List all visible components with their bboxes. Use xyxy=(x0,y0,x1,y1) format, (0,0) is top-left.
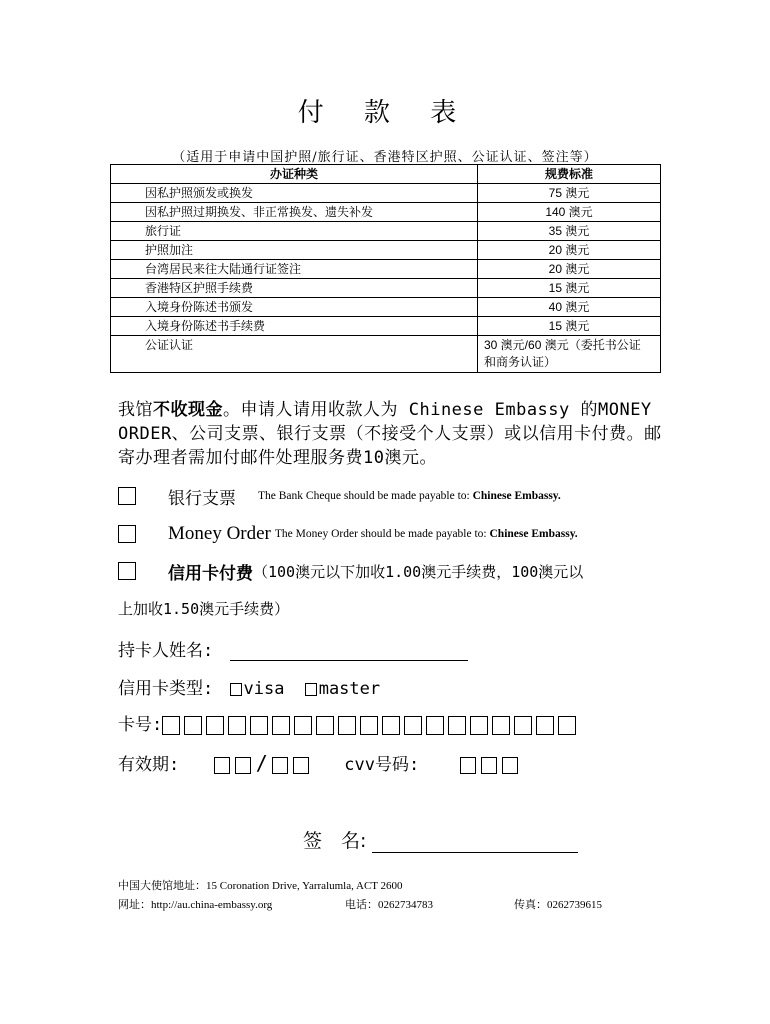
service-fee xyxy=(478,336,661,373)
service-name: 公证认证 xyxy=(111,336,478,373)
column-header-fee: 规费标准 xyxy=(478,165,661,184)
card-digit-box[interactable] xyxy=(470,716,488,735)
table-row xyxy=(111,241,661,260)
card-digit-box[interactable] xyxy=(250,716,268,735)
payment-notice xyxy=(118,398,678,470)
option-money-order[interactable] xyxy=(118,521,578,547)
card-digit-box[interactable] xyxy=(492,716,510,735)
cvv-box[interactable] xyxy=(481,757,497,774)
card-digit-box[interactable] xyxy=(382,716,400,735)
cvv-label: cvv号码: xyxy=(344,755,420,775)
visa-label: visa xyxy=(243,679,285,699)
card-digit-box[interactable] xyxy=(162,716,180,735)
cvv-box[interactable] xyxy=(460,757,476,774)
fee-table xyxy=(110,164,661,373)
option-credit-card[interactable] xyxy=(118,558,583,584)
table-row xyxy=(111,298,661,317)
card-digit-box[interactable] xyxy=(426,716,444,735)
card-digit-box[interactable] xyxy=(294,716,312,735)
table-row xyxy=(111,184,661,203)
master-checkbox[interactable] xyxy=(305,683,317,696)
bank-cheque-note-text: The Bank Cheque should be made payable to: xyxy=(258,490,473,502)
service-name: 香港特区护照手续费 xyxy=(111,279,478,298)
card-number-boxes[interactable] xyxy=(162,715,580,735)
expiry-year-box[interactable] xyxy=(293,757,309,774)
expiry-separator: / xyxy=(255,751,268,775)
table-row xyxy=(111,279,661,298)
signature-field[interactable] xyxy=(372,830,578,853)
card-digit-box[interactable] xyxy=(228,716,246,735)
no-cash-emphasis: 不收现金 xyxy=(153,400,223,420)
money-order-payee: Chinese Embassy. xyxy=(489,528,578,540)
money-order-note xyxy=(275,528,578,540)
card-digit-box[interactable] xyxy=(316,716,334,735)
card-digit-box[interactable] xyxy=(536,716,554,735)
card-digit-box[interactable] xyxy=(514,716,532,735)
money-order-label: Money Order xyxy=(168,523,271,544)
service-name: 入境身份陈述书手续费 xyxy=(111,317,478,336)
fee-line-1: 30 澳元/60 澳元（委托书公证 xyxy=(484,338,641,352)
visa-checkbox[interactable] xyxy=(230,683,242,696)
notice-text-rest: 。申请人请用收款人为 Chinese Embassy 的MONEY ORDER、公司支票、银行支票（不接受个人支票）或以信用卡付费。邮寄办理者需加付邮件处理服务费10澳元。 xyxy=(118,400,662,468)
service-name: 台湾居民来往大陆通行证签注 xyxy=(111,260,478,279)
table-row xyxy=(111,260,661,279)
signature-label: 签 名: xyxy=(303,830,367,852)
credit-card-label: 信用卡付费 xyxy=(168,563,253,584)
cvv-box[interactable] xyxy=(502,757,518,774)
bank-cheque-payee: Chinese Embassy. xyxy=(472,490,561,502)
table-row xyxy=(111,336,661,373)
service-name: 因私护照过期换发、非正常换发、遗失补发 xyxy=(111,203,478,222)
card-digit-box[interactable] xyxy=(338,716,356,735)
cardholder-label: 持卡人姓名: xyxy=(118,641,214,661)
bank-cheque-checkbox[interactable] xyxy=(118,487,136,505)
service-fee: 20 澳元 xyxy=(478,241,661,260)
expiry-label: 有效期: xyxy=(118,755,180,775)
card-number-label: 卡号: xyxy=(118,715,163,735)
card-digit-box[interactable] xyxy=(206,716,224,735)
fee-table-header xyxy=(111,165,661,184)
service-name: 入境身份陈述书颁发 xyxy=(111,298,478,317)
embassy-phone: 电话：0262734783 xyxy=(345,899,433,911)
fee-line-2: 和商务认证） xyxy=(484,355,557,369)
money-order-checkbox[interactable] xyxy=(118,525,136,543)
card-number-row xyxy=(118,710,580,735)
signature-row xyxy=(303,826,578,853)
cardholder-row xyxy=(118,636,468,661)
service-fee: 140 澳元 xyxy=(478,203,661,222)
card-digit-box[interactable] xyxy=(360,716,378,735)
service-fee: 15 澳元 xyxy=(478,279,661,298)
option-bank-cheque[interactable] xyxy=(118,483,561,509)
column-header-service: 办证种类 xyxy=(111,165,478,184)
table-row xyxy=(111,317,661,336)
card-type-row xyxy=(118,674,380,699)
card-digit-box[interactable] xyxy=(558,716,576,735)
credit-card-surcharge-note: （100澳元以下加收1.00澳元手续费，100澳元以 xyxy=(253,562,584,581)
money-order-note-text: The Money Order should be made payable to: xyxy=(274,528,490,540)
card-digit-box[interactable] xyxy=(404,716,422,735)
page-title: 付 款 表 xyxy=(297,98,473,128)
service-name: 旅行证 xyxy=(111,222,478,241)
card-digit-box[interactable] xyxy=(448,716,466,735)
table-row xyxy=(111,203,661,222)
expiry-row xyxy=(118,750,523,775)
embassy-website: 网址：http://au.china-embassy.org xyxy=(118,899,273,911)
cardholder-name-field[interactable] xyxy=(230,640,468,661)
credit-card-surcharge-note-cont: 上加收1.50澳元手续费） xyxy=(118,600,290,618)
embassy-address: 中国大使馆地址：15 Coronation Drive, Yarralumla, ACT 2600 xyxy=(118,880,403,892)
card-digit-box[interactable] xyxy=(184,716,202,735)
embassy-fax: 传真：0262739615 xyxy=(514,899,602,911)
expiry-month-box[interactable] xyxy=(214,757,230,774)
bank-cheque-note xyxy=(258,490,561,502)
page-subtitle: （适用于申请中国护照/旅行证、香港特区护照、公证认证、签注等） xyxy=(172,150,598,165)
service-name: 因私护照颁发或换发 xyxy=(111,184,478,203)
service-name: 护照加注 xyxy=(111,241,478,260)
expiry-year-box[interactable] xyxy=(272,757,288,774)
credit-card-checkbox[interactable] xyxy=(118,562,136,580)
card-type-label: 信用卡类型: xyxy=(118,679,214,699)
service-fee: 35 澳元 xyxy=(478,222,661,241)
master-label: master xyxy=(318,679,381,699)
service-fee: 75 澳元 xyxy=(478,184,661,203)
expiry-month-box[interactable] xyxy=(235,757,251,774)
notice-text-start: 我馆 xyxy=(118,400,153,420)
card-digit-box[interactable] xyxy=(272,716,290,735)
bank-cheque-label: 银行支票 xyxy=(168,488,236,509)
service-fee: 20 澳元 xyxy=(478,260,661,279)
table-row xyxy=(111,222,661,241)
service-fee: 40 澳元 xyxy=(478,298,661,317)
service-fee: 15 澳元 xyxy=(478,317,661,336)
